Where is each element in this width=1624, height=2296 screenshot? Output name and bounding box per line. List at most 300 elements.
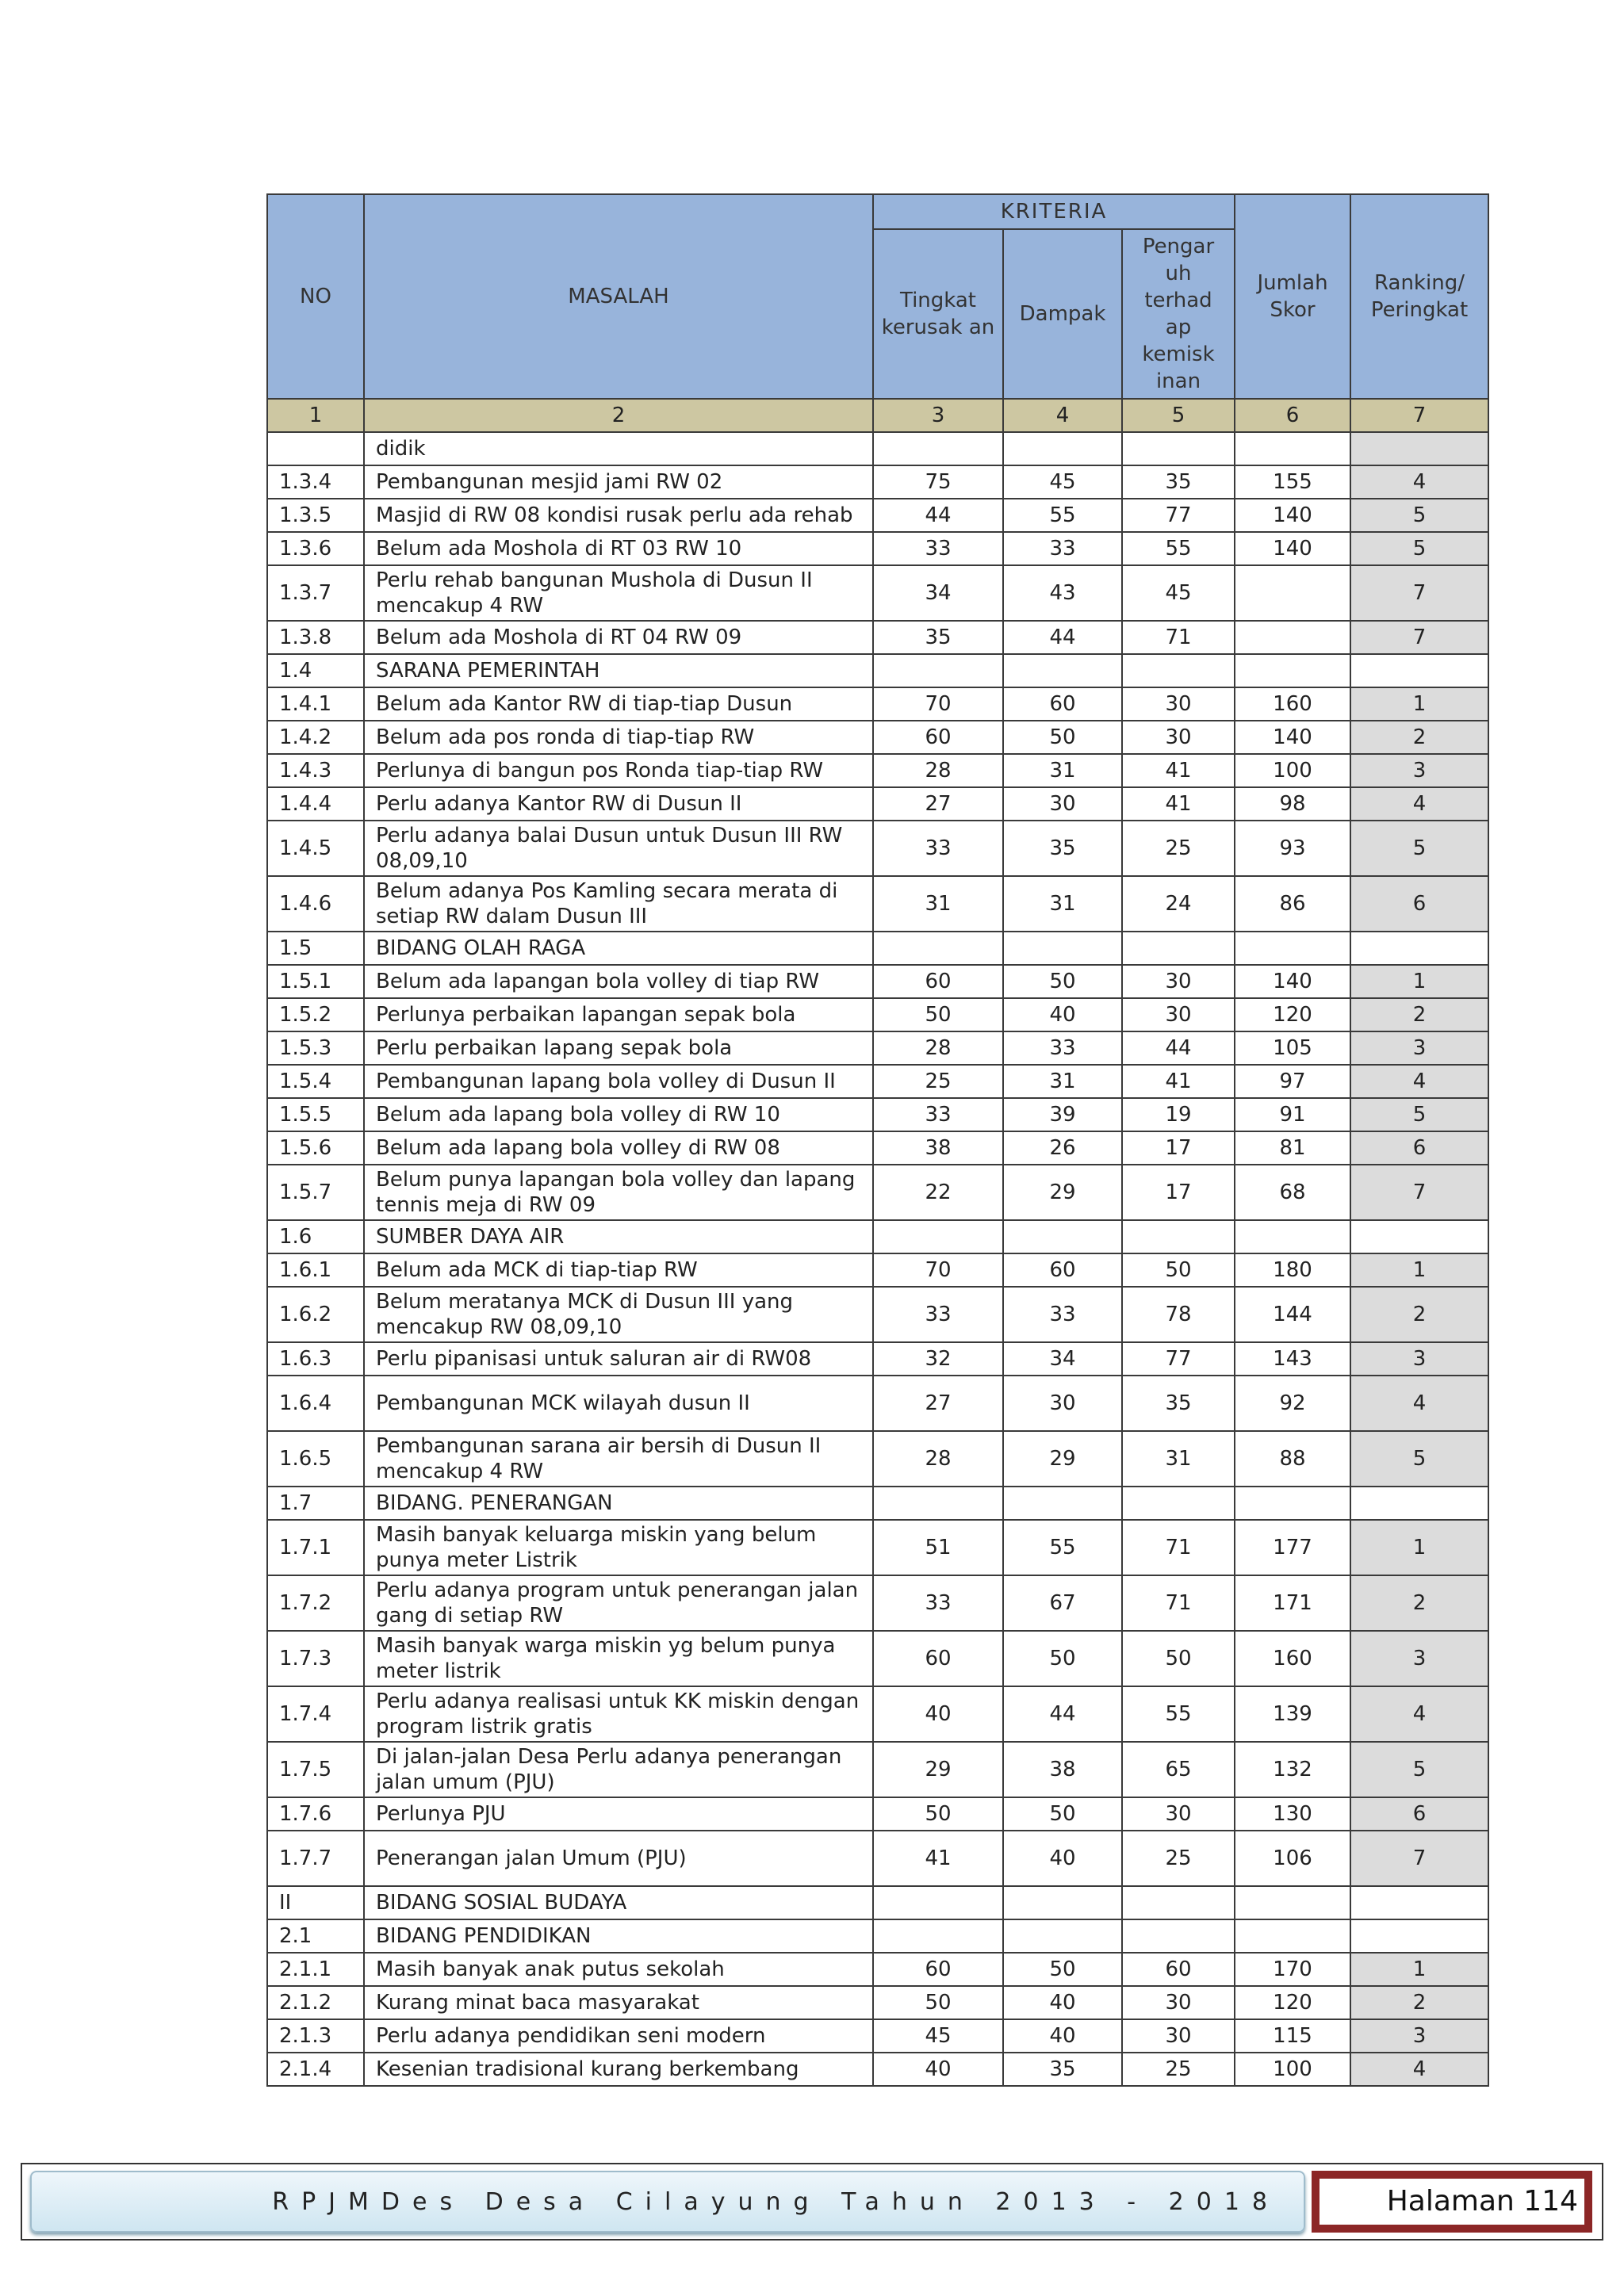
row-jumlah: 130: [1235, 1797, 1350, 1831]
row-pengaruh: 30: [1122, 1797, 1235, 1831]
row-tingkat: 33: [873, 532, 1003, 565]
row-masalah: Perlunya perbaikan lapangan sepak bola: [364, 998, 873, 1031]
row-jumlah: 155: [1235, 465, 1350, 499]
table-row: [267, 1686, 1488, 1742]
row-no: 2.1.1: [267, 1953, 364, 1986]
row-masalah: Belum adanya Pos Kamling secara merata di setiap RW dalam Dusun III: [364, 876, 873, 932]
table-row: [267, 1886, 1488, 1919]
row-jumlah: 97: [1235, 1065, 1350, 1098]
row-jumlah: 100: [1235, 2053, 1350, 2086]
row-tingkat: [873, 1919, 1003, 1953]
row-tingkat: 33: [873, 1575, 1003, 1631]
row-rank: 4: [1350, 787, 1488, 821]
row-jumlah: 132: [1235, 1742, 1350, 1797]
row-masalah: Pembangunan lapang bola volley di Dusun II: [364, 1065, 873, 1098]
row-pengaruh: 77: [1122, 1342, 1235, 1376]
row-no: 1.5: [267, 932, 364, 965]
row-rank: 5: [1350, 1098, 1488, 1131]
row-dampak: 60: [1003, 1253, 1122, 1287]
row-dampak: 38: [1003, 1742, 1122, 1797]
table-row: [267, 998, 1488, 1031]
row-pengaruh: 71: [1122, 1520, 1235, 1575]
row-jumlah: 177: [1235, 1520, 1350, 1575]
row-no: 1.4.1: [267, 687, 364, 721]
footer-band: [30, 2171, 1305, 2233]
row-no: 1.6: [267, 1220, 364, 1253]
row-jumlah: 180: [1235, 1253, 1350, 1287]
row-tingkat: 25: [873, 1065, 1003, 1098]
table-row: [267, 2053, 1488, 2086]
row-dampak: 34: [1003, 1342, 1122, 1376]
row-dampak: 44: [1003, 1686, 1122, 1742]
row-pengaruh: 44: [1122, 1031, 1235, 1065]
row-dampak: 31: [1003, 754, 1122, 787]
row-jumlah: 115: [1235, 2019, 1350, 2053]
row-jumlah: [1235, 565, 1350, 621]
row-pengaruh: [1122, 654, 1235, 687]
row-no: 1.3.5: [267, 499, 364, 532]
row-no: 1.7.3: [267, 1631, 364, 1686]
row-no: 1.5.6: [267, 1131, 364, 1165]
table-row: [267, 754, 1488, 787]
row-no: 1.4.6: [267, 876, 364, 932]
row-masalah: Belum meratanya MCK di Dusun III yang mencakup RW 08,09,10: [364, 1287, 873, 1342]
row-masalah: Belum ada lapangan bola volley di tiap RW: [364, 965, 873, 998]
table-row: [267, 721, 1488, 754]
row-rank: 3: [1350, 1631, 1488, 1686]
table-row: [267, 1986, 1488, 2019]
table-row: [267, 787, 1488, 821]
row-no: 1.3.8: [267, 621, 364, 654]
row-tingkat: 34: [873, 565, 1003, 621]
row-masalah: Belum ada Kantor RW di tiap-tiap Dusun: [364, 687, 873, 721]
row-pengaruh: 31: [1122, 1431, 1235, 1487]
row-jumlah: [1235, 654, 1350, 687]
row-rank: [1350, 1220, 1488, 1253]
row-tingkat: 29: [873, 1742, 1003, 1797]
row-tingkat: 27: [873, 787, 1003, 821]
row-tingkat: 51: [873, 1520, 1003, 1575]
row-no: 2.1.2: [267, 1986, 364, 2019]
row-pengaruh: 30: [1122, 965, 1235, 998]
row-tingkat: 70: [873, 687, 1003, 721]
row-dampak: [1003, 1919, 1122, 1953]
table-row: [267, 1520, 1488, 1575]
row-no: 1.5.3: [267, 1031, 364, 1065]
header-pengaruh: Pengar uh terhad ap kemisk inan: [1122, 229, 1235, 399]
row-rank: [1350, 1886, 1488, 1919]
row-jumlah: 105: [1235, 1031, 1350, 1065]
row-rank: [1350, 1919, 1488, 1953]
row-pengaruh: 25: [1122, 1831, 1235, 1886]
header-dampak: Dampak: [1003, 229, 1122, 399]
row-no: 1.6.3: [267, 1342, 364, 1376]
row-rank: 7: [1350, 1165, 1488, 1220]
row-pengaruh: 50: [1122, 1631, 1235, 1686]
row-masalah: Masih banyak keluarga miskin yang belum punya meter Listrik: [364, 1520, 873, 1575]
row-no: [267, 432, 364, 465]
row-pengaruh: 19: [1122, 1098, 1235, 1131]
table-row: [267, 965, 1488, 998]
header-tingkat-kerusakan: Tingkat kerusak an: [873, 229, 1003, 399]
row-rank: 2: [1350, 721, 1488, 754]
row-pengaruh: 60: [1122, 1953, 1235, 1986]
row-masalah: SUMBER DAYA AIR: [364, 1220, 873, 1253]
row-rank: 3: [1350, 1342, 1488, 1376]
table-row: [267, 465, 1488, 499]
row-dampak: [1003, 432, 1122, 465]
row-masalah: Kesenian tradisional kurang berkembang: [364, 2053, 873, 2086]
row-dampak: 40: [1003, 998, 1122, 1031]
row-jumlah: [1235, 621, 1350, 654]
row-masalah: Belum punya lapangan bola volley dan lapang tennis meja di RW 09: [364, 1165, 873, 1220]
row-masalah: Pembangunan sarana air bersih di Dusun II mencakup 4 RW: [364, 1431, 873, 1487]
row-tingkat: [873, 432, 1003, 465]
page-number: Halaman 114: [1320, 2179, 1584, 2225]
table-row: [267, 1165, 1488, 1220]
row-jumlah: 86: [1235, 876, 1350, 932]
row-jumlah: 171: [1235, 1575, 1350, 1631]
row-rank: 3: [1350, 2019, 1488, 2053]
row-pengaruh: 30: [1122, 2019, 1235, 2053]
row-dampak: 31: [1003, 876, 1122, 932]
table-row: [267, 532, 1488, 565]
row-no: 1.5.2: [267, 998, 364, 1031]
row-pengaruh: 41: [1122, 754, 1235, 787]
row-dampak: 31: [1003, 1065, 1122, 1098]
header-masalah: MASALAH: [364, 194, 873, 399]
row-dampak: 30: [1003, 787, 1122, 821]
row-rank: 5: [1350, 499, 1488, 532]
row-pengaruh: 45: [1122, 565, 1235, 621]
row-no: II: [267, 1886, 364, 1919]
row-dampak: 67: [1003, 1575, 1122, 1631]
row-rank: [1350, 1487, 1488, 1520]
row-tingkat: 22: [873, 1165, 1003, 1220]
row-dampak: 45: [1003, 465, 1122, 499]
row-jumlah: 140: [1235, 965, 1350, 998]
row-no: 2.1: [267, 1919, 364, 1953]
row-masalah: Belum ada pos ronda di tiap-tiap RW: [364, 721, 873, 754]
row-dampak: 40: [1003, 1831, 1122, 1886]
row-jumlah: 81: [1235, 1131, 1350, 1165]
row-jumlah: 160: [1235, 1631, 1350, 1686]
header-kriteria: KRITERIA: [873, 194, 1235, 229]
table-row: [267, 1098, 1488, 1131]
table-row: [267, 1253, 1488, 1287]
row-pengaruh: 25: [1122, 2053, 1235, 2086]
row-tingkat: 75: [873, 465, 1003, 499]
row-tingkat: [873, 654, 1003, 687]
row-jumlah: 106: [1235, 1831, 1350, 1886]
table-row: [267, 1575, 1488, 1631]
row-masalah: Belum ada Moshola di RT 04 RW 09: [364, 621, 873, 654]
row-dampak: [1003, 932, 1122, 965]
table-row: [267, 1487, 1488, 1520]
row-dampak: 30: [1003, 1376, 1122, 1431]
table-row: [267, 932, 1488, 965]
row-jumlah: 144: [1235, 1287, 1350, 1342]
row-tingkat: 31: [873, 876, 1003, 932]
row-dampak: 26: [1003, 1131, 1122, 1165]
row-tingkat: 35: [873, 621, 1003, 654]
row-no: 1.6.1: [267, 1253, 364, 1287]
row-tingkat: 50: [873, 1986, 1003, 2019]
row-tingkat: 50: [873, 998, 1003, 1031]
row-rank: 2: [1350, 1575, 1488, 1631]
column-number: 6: [1235, 399, 1350, 432]
row-tingkat: 60: [873, 1953, 1003, 1986]
column-number-row: [267, 399, 1488, 432]
row-no: 1.5.1: [267, 965, 364, 998]
table-row: [267, 1376, 1488, 1431]
row-rank: 3: [1350, 1031, 1488, 1065]
row-dampak: 29: [1003, 1165, 1122, 1220]
row-masalah: Pembangunan MCK wilayah dusun II: [364, 1376, 873, 1431]
row-jumlah: 120: [1235, 998, 1350, 1031]
row-dampak: 43: [1003, 565, 1122, 621]
row-pengaruh: 41: [1122, 1065, 1235, 1098]
row-jumlah: 160: [1235, 687, 1350, 721]
row-jumlah: 92: [1235, 1376, 1350, 1431]
row-rank: 1: [1350, 1253, 1488, 1287]
row-rank: 1: [1350, 1953, 1488, 1986]
table-row: [267, 2019, 1488, 2053]
row-dampak: 35: [1003, 2053, 1122, 2086]
row-rank: 4: [1350, 1376, 1488, 1431]
row-masalah: Pembangunan mesjid jami RW 02: [364, 465, 873, 499]
row-rank: 5: [1350, 821, 1488, 876]
row-no: 1.5.5: [267, 1098, 364, 1131]
table-row: [267, 876, 1488, 932]
row-rank: [1350, 932, 1488, 965]
row-no: 1.3.4: [267, 465, 364, 499]
row-pengaruh: 17: [1122, 1131, 1235, 1165]
row-jumlah: 68: [1235, 1165, 1350, 1220]
row-dampak: [1003, 654, 1122, 687]
row-rank: [1350, 432, 1488, 465]
row-rank: 7: [1350, 565, 1488, 621]
row-masalah: Masjid di RW 08 kondisi rusak perlu ada rehab: [364, 499, 873, 532]
row-tingkat: 60: [873, 965, 1003, 998]
row-tingkat: 40: [873, 1686, 1003, 1742]
row-jumlah: [1235, 1886, 1350, 1919]
row-rank: 2: [1350, 1287, 1488, 1342]
row-tingkat: 40: [873, 2053, 1003, 2086]
row-masalah: Masih banyak warga miskin yg belum punya meter listrik: [364, 1631, 873, 1686]
table-row: [267, 654, 1488, 687]
column-number: 2: [364, 399, 873, 432]
row-masalah: SARANA PEMERINTAH: [364, 654, 873, 687]
row-pengaruh: 30: [1122, 998, 1235, 1031]
row-pengaruh: 35: [1122, 465, 1235, 499]
row-pengaruh: 50: [1122, 1253, 1235, 1287]
table-body: [267, 432, 1488, 2086]
row-jumlah: [1235, 1487, 1350, 1520]
table-row: [267, 1797, 1488, 1831]
row-jumlah: [1235, 432, 1350, 465]
row-dampak: 44: [1003, 621, 1122, 654]
row-masalah: Perlu adanya Kantor RW di Dusun II: [364, 787, 873, 821]
row-pengaruh: 71: [1122, 621, 1235, 654]
row-tingkat: 38: [873, 1131, 1003, 1165]
row-masalah: Penerangan jalan Umum (PJU): [364, 1831, 873, 1886]
row-rank: 6: [1350, 1131, 1488, 1165]
row-masalah: Belum ada lapang bola volley di RW 08: [364, 1131, 873, 1165]
row-jumlah: 93: [1235, 821, 1350, 876]
row-no: 1.3.6: [267, 532, 364, 565]
row-dampak: 55: [1003, 499, 1122, 532]
row-dampak: 50: [1003, 1631, 1122, 1686]
row-dampak: 39: [1003, 1098, 1122, 1131]
row-pengaruh: [1122, 432, 1235, 465]
row-no: 1.7.5: [267, 1742, 364, 1797]
row-rank: 5: [1350, 1431, 1488, 1487]
row-pengaruh: [1122, 932, 1235, 965]
row-tingkat: 44: [873, 499, 1003, 532]
row-rank: 1: [1350, 965, 1488, 998]
row-tingkat: 28: [873, 1431, 1003, 1487]
row-pengaruh: 55: [1122, 1686, 1235, 1742]
table-row: [267, 1953, 1488, 1986]
row-masalah: BIDANG. PENERANGAN: [364, 1487, 873, 1520]
row-tingkat: [873, 1886, 1003, 1919]
row-no: 2.1.3: [267, 2019, 364, 2053]
row-no: 1.4.3: [267, 754, 364, 787]
row-no: 1.7.1: [267, 1520, 364, 1575]
row-masalah: Di jalan-jalan Desa Perlu adanya penerangan jalan umum (PJU): [364, 1742, 873, 1797]
row-rank: 4: [1350, 2053, 1488, 2086]
row-masalah: Perlu adanya pendidikan seni modern: [364, 2019, 873, 2053]
row-dampak: 33: [1003, 532, 1122, 565]
row-jumlah: 120: [1235, 1986, 1350, 2019]
row-no: 1.4.5: [267, 821, 364, 876]
table-row: [267, 565, 1488, 621]
row-pengaruh: 25: [1122, 821, 1235, 876]
row-pengaruh: 24: [1122, 876, 1235, 932]
row-tingkat: 45: [873, 2019, 1003, 2053]
row-pengaruh: 55: [1122, 532, 1235, 565]
row-tingkat: 28: [873, 754, 1003, 787]
row-rank: 4: [1350, 465, 1488, 499]
row-no: 1.7.6: [267, 1797, 364, 1831]
column-number: 1: [267, 399, 364, 432]
table-row: [267, 1287, 1488, 1342]
table-row: [267, 1220, 1488, 1253]
table-row: [267, 499, 1488, 532]
row-dampak: 29: [1003, 1431, 1122, 1487]
row-dampak: 60: [1003, 687, 1122, 721]
row-rank: 7: [1350, 621, 1488, 654]
table-row: [267, 1631, 1488, 1686]
row-masalah: Perlu adanya program untuk penerangan jalan gang di setiap RW: [364, 1575, 873, 1631]
row-no: 1.6.5: [267, 1431, 364, 1487]
table-row: [267, 687, 1488, 721]
row-pengaruh: 71: [1122, 1575, 1235, 1631]
row-no: 1.4: [267, 654, 364, 687]
row-dampak: [1003, 1886, 1122, 1919]
header-jumlah-skor: Jumlah Skor: [1235, 194, 1350, 399]
row-pengaruh: [1122, 1487, 1235, 1520]
row-dampak: 50: [1003, 721, 1122, 754]
row-masalah: Belum ada lapang bola volley di RW 10: [364, 1098, 873, 1131]
table-row: [267, 821, 1488, 876]
page-footer: [21, 2163, 1603, 2241]
row-masalah: Belum ada MCK di tiap-tiap RW: [364, 1253, 873, 1287]
row-dampak: 35: [1003, 821, 1122, 876]
table-row: [267, 1831, 1488, 1886]
row-tingkat: 41: [873, 1831, 1003, 1886]
row-tingkat: 32: [873, 1342, 1003, 1376]
row-jumlah: 143: [1235, 1342, 1350, 1376]
row-tingkat: 50: [873, 1797, 1003, 1831]
row-pengaruh: 41: [1122, 787, 1235, 821]
row-no: 1.4.2: [267, 721, 364, 754]
row-no: 1.7.7: [267, 1831, 364, 1886]
row-masalah: Perlu perbaikan lapang sepak bola: [364, 1031, 873, 1065]
row-dampak: 40: [1003, 1986, 1122, 2019]
row-jumlah: 88: [1235, 1431, 1350, 1487]
row-rank: 5: [1350, 532, 1488, 565]
row-tingkat: 60: [873, 721, 1003, 754]
row-masalah: Belum ada Moshola di RT 03 RW 10: [364, 532, 873, 565]
row-tingkat: 33: [873, 821, 1003, 876]
table-row: [267, 1131, 1488, 1165]
row-jumlah: 140: [1235, 499, 1350, 532]
row-masalah: BIDANG OLAH RAGA: [364, 932, 873, 965]
row-jumlah: [1235, 1919, 1350, 1953]
row-masalah: Kurang minat baca masyarakat: [364, 1986, 873, 2019]
row-pengaruh: 30: [1122, 1986, 1235, 2019]
row-masalah: BIDANG PENDIDIKAN: [364, 1919, 873, 1953]
row-jumlah: [1235, 932, 1350, 965]
table-row: [267, 1065, 1488, 1098]
row-masalah: Perlu adanya realisasi untuk KK miskin dengan program listrik gratis: [364, 1686, 873, 1742]
row-rank: 1: [1350, 687, 1488, 721]
row-jumlah: 91: [1235, 1098, 1350, 1131]
column-number: 5: [1122, 399, 1235, 432]
column-number: 4: [1003, 399, 1122, 432]
row-masalah: Perlunya PJU: [364, 1797, 873, 1831]
column-number: 3: [873, 399, 1003, 432]
row-tingkat: 33: [873, 1287, 1003, 1342]
table-row: [267, 1431, 1488, 1487]
row-pengaruh: 65: [1122, 1742, 1235, 1797]
page-number-box: [1312, 2171, 1592, 2233]
row-masalah: Perlu pipanisasi untuk saluran air di RW08: [364, 1342, 873, 1376]
row-masalah: BIDANG SOSIAL BUDAYA: [364, 1886, 873, 1919]
row-no: 1.4.4: [267, 787, 364, 821]
row-jumlah: 140: [1235, 721, 1350, 754]
row-tingkat: [873, 1487, 1003, 1520]
table-row: [267, 432, 1488, 465]
row-jumlah: 170: [1235, 1953, 1350, 1986]
row-pengaruh: 30: [1122, 721, 1235, 754]
row-pengaruh: [1122, 1886, 1235, 1919]
table-row: [267, 1031, 1488, 1065]
row-no: 1.6.2: [267, 1287, 364, 1342]
row-rank: 7: [1350, 1831, 1488, 1886]
row-pengaruh: [1122, 1220, 1235, 1253]
row-tingkat: 27: [873, 1376, 1003, 1431]
row-jumlah: [1235, 1220, 1350, 1253]
row-dampak: 40: [1003, 2019, 1122, 2053]
row-masalah: didik: [364, 432, 873, 465]
row-pengaruh: 78: [1122, 1287, 1235, 1342]
row-pengaruh: 77: [1122, 499, 1235, 532]
row-jumlah: 98: [1235, 787, 1350, 821]
row-rank: 2: [1350, 998, 1488, 1031]
